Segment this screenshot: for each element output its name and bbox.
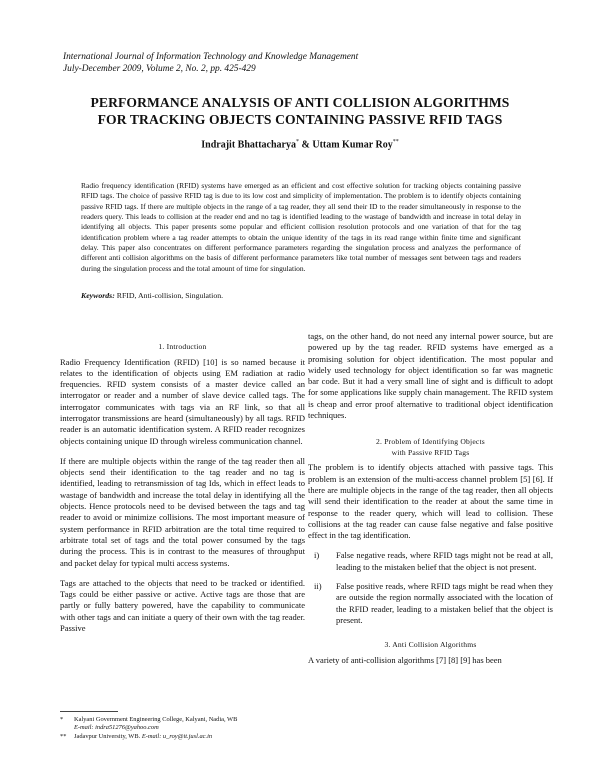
author-separator: & — [299, 139, 313, 151]
paper-title — [40, 95, 560, 129]
footnote-email: E-mail: u_roy@it.jusl.ac.in — [141, 732, 213, 740]
problem-paragraph-1: The problem is to identify objects attached with passive tags. This problem is an extension of the multi-access channel problem [5] [6]. If there are multiple objects in the range of the tag reader, then all objects will send their identification to the reader at about the same time in response to the reader query, which will lead to collision. These collisions at the tag reader can cause false negative and false positive effect in the tag identification. — [308, 462, 553, 541]
keywords-label: Keywords: — [81, 291, 115, 300]
intro-paragraph-3: Tags are attached to the objects that need to be tracked or identified. Tags could be either passive or active. Active tags are those that are partly or fully battery powered, have the capability to communicate with other tags and can initiate a query of their own with the tag reader. Passive — [60, 577, 305, 634]
keywords — [81, 291, 521, 300]
footnote-affiliation: Kalyani Government Engineering College, Kalyani, Nadia, WB — [74, 716, 238, 723]
anti-collision-paragraph-1: A variety of anti-collision algorithms [7] [8] [9] has been — [308, 654, 502, 665]
footnote — [60, 733, 305, 741]
footnote-divider — [60, 711, 118, 712]
footnote-email: E-mail: indra51276@yahoo.com — [74, 724, 159, 732]
abstract: Radio frequency identification (RFID) systems have emerged as an efficient and cost effective solution for tracking objects containing passive RFID tags. The choice of passive RFID tag is due to its low cost and simplicity of implementation. The problem is to identify objects containing passive RFID tags. If there are multiple objects in the range of a tag reader, they all send their ID to the reader simultaneously in response to the readers query. This leads to collision at the reader end and no tag is identified leading to the wastage of bandwidth and increase in total delay in identifying all objects. This paper presents some popular and efficient collision resolution protocols and one variation of that for the tag identification problem where a tag reader attempts to obtain the unique identity of the tags in its read range within finite time and significant delay. This paper also concentrates on different performance parameters regarding the singulation process and analyzes the performance of different anti collision algorithms on the basis of different performance parameters like total number of messages sent between tags and readers during the singulation process and the total amount of time for singulation. — [81, 181, 521, 273]
journal-issue: July-December 2009, Volume 2, No. 2, pp. 425-429 — [63, 64, 256, 75]
list-item — [308, 581, 553, 626]
title-line-2: FOR TRACKING OBJECTS CONTAINING PASSIVE RFID TAGS — [97, 111, 503, 127]
footnote — [60, 716, 305, 733]
left-column — [60, 342, 305, 634]
footnotes — [60, 716, 305, 741]
title-line-1: PERFORMANCE ANALYSIS OF ANTI COLLISION ALGORITHMS — [90, 95, 510, 110]
list-item-number: i) — [314, 550, 320, 561]
section-heading-introduction: 1. Introduction — [158, 342, 207, 351]
section-heading-anti-collision: 3. Anti Collision Algorithms — [384, 640, 477, 650]
list-item — [308, 550, 553, 573]
intro-paragraph-2: If there are multiple objects within the range of the tag reader then all objects send their identification to the tag reader and no tag is identified, leading to retransmission of tag Ids, which in effect leads to wastage of bandwidth and increase the total delay in identifying all the objects. Hence protocols need to be devised between the tags and tag reader to avoid or minimize collisions. The most important measure of system performance in RFID arbitration are the total time required to arbitrate total set of tags and the total power consumed by the tags during the process. This is in contrast to the measures of throughput and packet delay for typical multi access systems. — [60, 455, 305, 568]
intro-paragraph-3-continued: tags, on the other hand, do not need any internal power source, but are powered up by the tag reader. RFID systems have emerged as a promising solution for object identification. The most popular and widely used technology for object identification so far was magnetic bar code. But it had a very small line of sight and is difficult to adopt for some applications like supply chain management. The RFID system is cheap and error proof alternative to traditional object identification techniques. — [308, 331, 553, 421]
footnote-affiliation: Jadavpur University, WB. — [74, 732, 141, 740]
journal-header — [63, 51, 543, 75]
section-heading-problem-line-1: 2. Problem of Identifying Objects — [376, 437, 485, 447]
intro-paragraph-1: Radio Frequency Identification (RFID) [10] is so named because it relates to the identification of objects using EM radiation at radio frequencies. RFID system consists of a master device called an interrogator or reader and a number of slave device called tags. The interrogator communicates with tags via an RF link, so that all interrogator transmissions are heard (simultaneously) by all tags. RFID reader is an automatic identification system. A RFID reader recognizes objects containing unique ID through wireless communication channel. — [60, 356, 305, 446]
author-line — [40, 139, 560, 150]
keywords-text: RFID, Anti-collision, Singulation. — [116, 291, 224, 300]
list-item-text: False positive reads, where RFID tags might be read when they are outside the region normally associated with the location of the RFID reader, leading to a mistaken belief that the object is present. — [336, 581, 553, 625]
author-1-mark: * — [296, 139, 299, 145]
section-heading-problem — [308, 437, 553, 458]
list-item-text: False negative reads, where RFID tags might not be read at all, leading to the mistaken belief that the object is not present. — [336, 550, 553, 572]
author-1: Indrajit Bhattacharya — [201, 139, 296, 151]
footnote-mark: * — [60, 716, 64, 723]
right-column — [308, 331, 553, 666]
section-heading-problem-line-2: with Passive RFID Tags — [391, 447, 470, 457]
footnote-mark: ** — [60, 732, 67, 740]
author-2: Uttam Kumar Roy — [312, 139, 393, 151]
author-2-mark: ** — [392, 139, 399, 145]
list-item-number: ii) — [314, 581, 322, 592]
journal-name: International Journal of Information Technology and Knowledge Management — [63, 52, 359, 62]
